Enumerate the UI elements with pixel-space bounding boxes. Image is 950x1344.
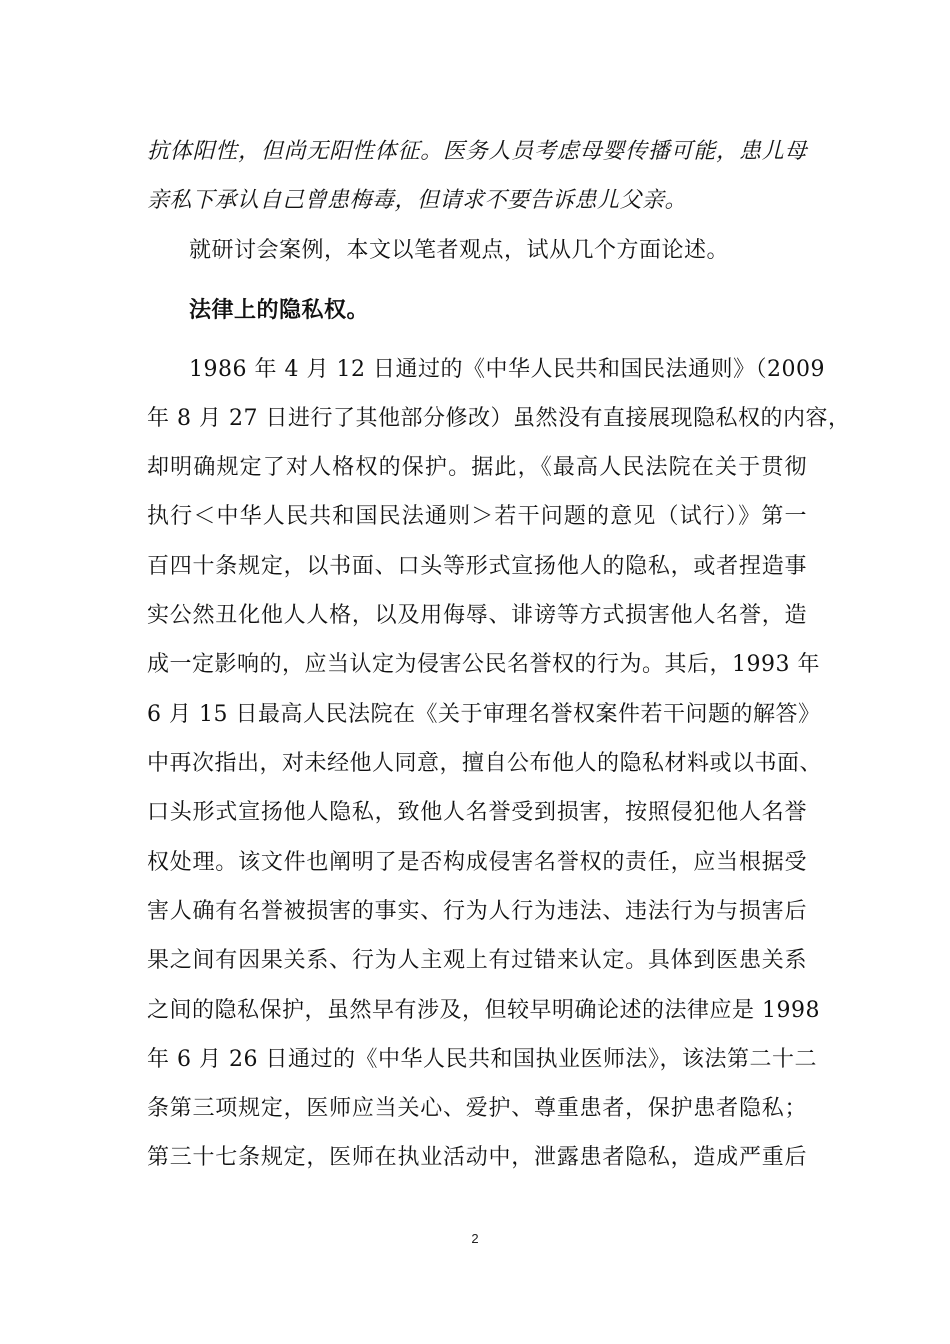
body-line-15: 年 6 月 26 日通过的《中华人民共和国执业医师法》，该法第二十二 xyxy=(147,1047,817,1072)
intro-line: 就研讨会案例，本文以笔者观点，试从几个方面论述。 xyxy=(189,238,730,263)
body-line-12: 害人确有名誉被损害的事实、行为人行为违法、违法行为与损害后 xyxy=(147,899,807,924)
body-line-17: 第三十七条规定，医师在执业活动中，泄露患者隐私，造成严重后 xyxy=(147,1145,807,1170)
case-line-1: 抗体阳性，但尚无阳性体征。医务人员考虑母婴传播可能，患儿母 xyxy=(147,139,807,164)
case-line-2: 亲私下承认自己曾患梅毒，但请求不要告诉患儿父亲。 xyxy=(147,188,688,213)
section-heading: 法律上的隐私权。 xyxy=(189,297,370,323)
body-line-7: 成一定影响的，应当认定为侵害公民名誉权的行为。其后，1993 年 xyxy=(147,652,820,677)
body-line-6: 实公然丑化他人人格，以及用侮辱、诽谤等方式损害他人名誉，造 xyxy=(147,603,807,628)
page-number: 2 xyxy=(471,1231,479,1246)
body-line-16: 条第三项规定，医师应当关心、爱护、尊重患者，保护患者隐私； xyxy=(147,1096,807,1121)
body-line-11: 权处理。该文件也阐明了是否构成侵害名誉权的责任，应当根据受 xyxy=(147,850,807,875)
body-line-1: 1986 年 4 月 12 日通过的《中华人民共和国民法通则》（2009 xyxy=(189,357,825,382)
body-line-13: 果之间有因果关系、行为人主观上有过错来认定。具体到医患关系 xyxy=(147,948,807,973)
body-line-5: 百四十条规定，以书面、口头等形式宣扬他人的隐私，或者捏造事 xyxy=(147,554,807,579)
body-line-14: 之间的隐私保护，虽然早有涉及，但较早明确论述的法律应是 1998 xyxy=(147,998,820,1023)
body-line-4: 执行＜中华人民共和国民法通则＞若干问题的意见（试行）》第一 xyxy=(147,504,807,529)
body-line-8: 6 月 15 日最高人民法院在《关于审理名誉权案件若干问题的解答》 xyxy=(147,702,821,727)
body-line-2: 年 8 月 27 日进行了其他部分修改）虽然没有直接展现隐私权的内容， xyxy=(147,406,851,431)
body-line-3: 却明确规定了对人格权的保护。据此，《最高人民法院在关于贯彻 xyxy=(147,455,807,480)
body-line-9: 中再次指出，对未经他人同意，擅自公布他人的隐私材料或以书面、 xyxy=(147,751,823,776)
body-line-10: 口头形式宣扬他人隐私，致他人名誉受到损害，按照侵犯他人名誉 xyxy=(147,800,807,825)
